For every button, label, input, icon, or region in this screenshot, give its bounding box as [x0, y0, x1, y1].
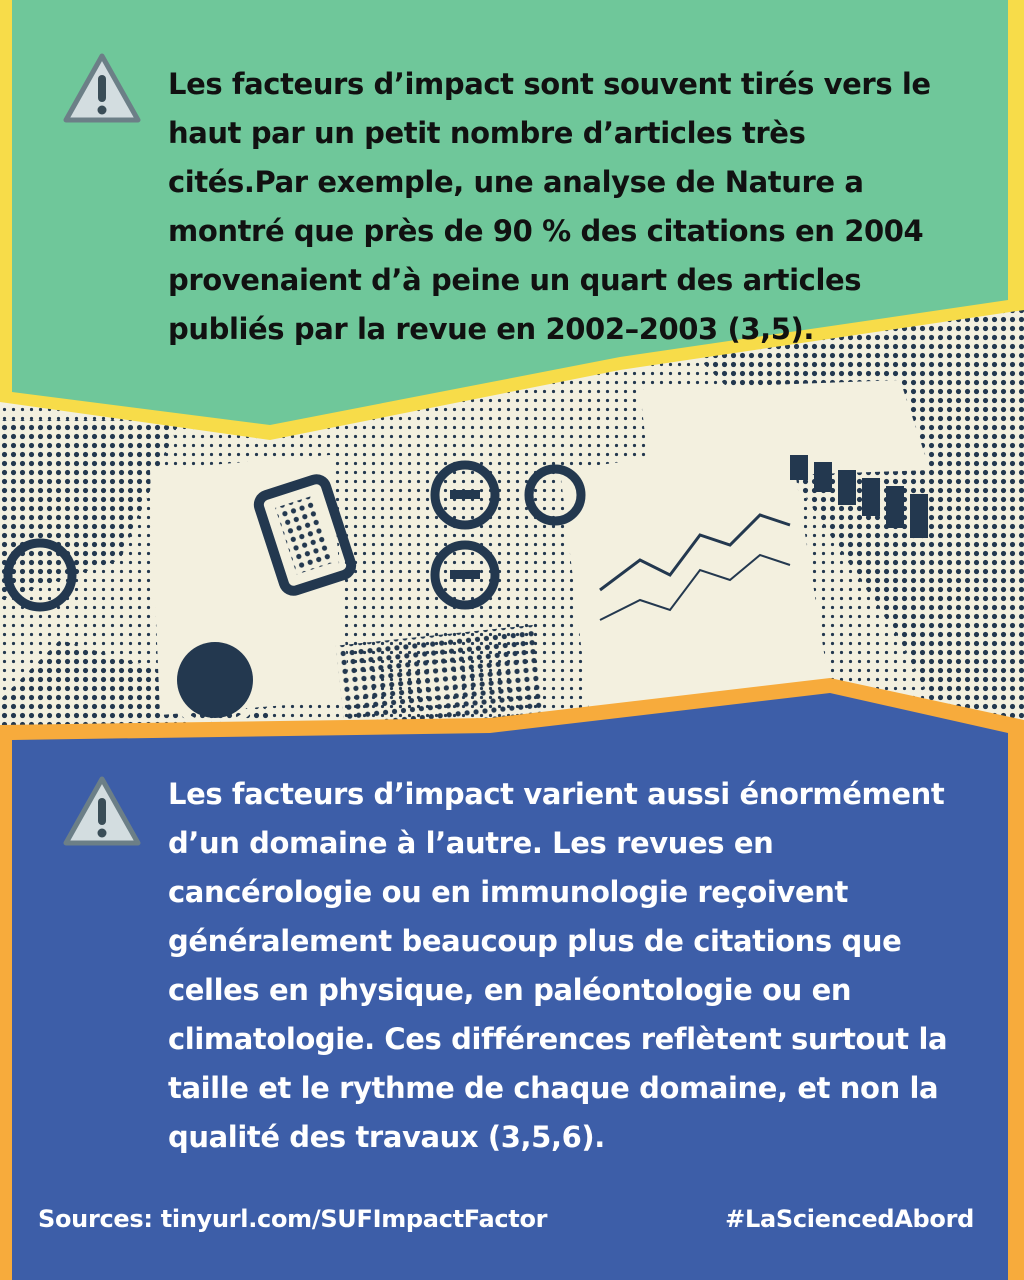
top-panel-text: Les facteurs d’impact sont souvent tirés vers le haut par un petit nombre d’articles très cités.Par exemple, une analyse de Nature a montré que près de 90 % des citations en 2004 provenaient d’à peine un quart des articles publiés par la revue en 2002–2003 (3,5). [168, 67, 931, 346]
paper-sheet [560, 440, 830, 720]
paper-sheet [640, 380, 930, 480]
sources-link[interactable]: Sources: tinyurl.com/SUFImpactFactor [38, 1205, 548, 1233]
bottom-panel-text: Les facteurs d’impact varient aussi énormément d’un domaine à l’autre. Les revues en cancérologie ou en immunologie reçoivent généralement beaucoup plus de citations que celles en physique, en paléontologie ou en climatologie. Ces différences reflètent surtout la taille et le rythme de chaque domaine, et non la qualité des travaux (3,5,6). [168, 777, 948, 1154]
warning-icon [62, 773, 142, 849]
warning-icon [62, 50, 142, 126]
hashtag: #LaSciencedAbord [725, 1205, 974, 1233]
photo-cup [177, 642, 253, 718]
